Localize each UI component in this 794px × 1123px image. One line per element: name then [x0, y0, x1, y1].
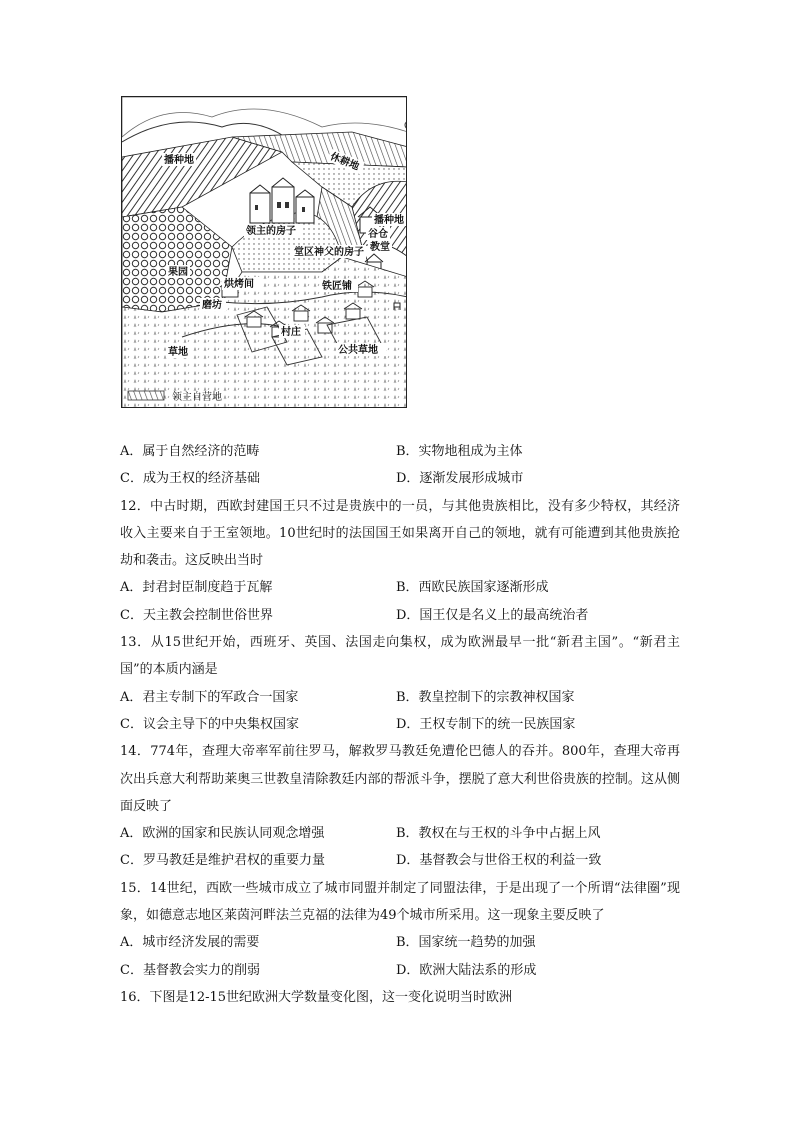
question-15: [120, 875, 680, 984]
legend-demesne: 领主自营地: [172, 392, 222, 403]
q13-option-c: C．议会主导下的中央集权国家: [120, 716, 299, 732]
q12-option-d: D．国王仅是名义上的最高统治者: [396, 607, 589, 623]
q12-option-b: B．西欧民族国家逐渐形成: [396, 580, 549, 596]
label-pasture: 草地: [168, 347, 188, 358]
q13-option-a: A．君主专制下的军政合一国家: [120, 689, 299, 705]
q14-option-c: C．罗马教廷是维护君权的重要力量: [120, 853, 325, 869]
q12-option-c: C．天主教会控制世俗世界: [120, 607, 273, 623]
label-sowing-left: 播种地: [164, 155, 194, 166]
question-11: [120, 438, 680, 493]
manor-map-graphic: [122, 97, 407, 408]
q12-option-a: A．封君封臣制度趋于瓦解: [120, 580, 273, 596]
question-14: [120, 738, 680, 874]
question-12: [120, 493, 680, 629]
q13-stem: 13．从15世纪开始，西班牙、英国、法国走向集权，成为欧洲最早一批“新君主国”。“新君主国”的本质内涵是: [120, 635, 680, 678]
manor-illustration: [121, 96, 407, 408]
q14-option-d: D．基督教会与世俗王权的利益一致: [396, 853, 602, 869]
label-oven: 烘烤间: [224, 279, 254, 290]
label-sowing-right: 播种地: [374, 215, 404, 226]
q14-option-a: A．欧洲的国家和民族认同观念增强: [120, 826, 325, 842]
q15-option-b: B．国家统一趋势的加强: [396, 935, 536, 951]
q15-option-d: D．欧洲大陆法系的形成: [396, 962, 537, 978]
label-orchard: 果园: [168, 267, 188, 278]
label-village: 村庄: [281, 327, 301, 338]
q11-option-b: B．实物地租成为主体: [396, 444, 523, 459]
label-common-pasture: 公共草地: [338, 345, 378, 356]
q15-option-c: C．基督教会实力的削弱: [120, 962, 260, 978]
q16-stem: 16．下图是12-15世纪欧洲大学数量变化图，这一变化说明当时欧洲: [120, 989, 513, 1005]
q13-option-d: D．王权专制下的统一民族国家: [396, 716, 576, 732]
q12-stem: 12．中古时期，西欧封建国王只不过是贵族中的一员，与其他贵族相比，没有多少特权，其经济收入主要来自于王室领地。10世纪时的法国国王如果离开自己的领地，就有可能遭到其他贵族抢劫和袭击。这反映出当时: [120, 498, 680, 569]
question-13: [120, 629, 680, 738]
question-16: [120, 984, 680, 1011]
label-fallow: 休耕地: [328, 151, 361, 173]
label-church: 教堂: [370, 242, 390, 253]
q13-option-b: B．教皇控制下的宗教神权国家: [396, 689, 575, 705]
label-mill: 磨坊: [202, 300, 222, 311]
label-granary: 谷仓: [368, 229, 388, 240]
q14-option-b: B．教权在与王权的斗争中占据上风: [396, 826, 601, 842]
label-priest-house: 堂区神父的房子: [294, 247, 364, 258]
q14-stem: 14．774年，查理大帝率军前往罗马，解救罗马教廷免遭伦巴德人的吞并。800年，查理大帝再次出兵意大利帮助莱奥三世教皇清除教廷内部的帮派斗争，摆脱了意大利世俗贵族的控制。这从侧面反映了: [120, 744, 680, 814]
label-lord-house: 领主的房子: [246, 226, 296, 237]
q15-stem: 15．14世纪，西欧一些城市成立了城市同盟并制定了同盟法律，于是出现了一个所谓“法律圈”现象，如德意志地区莱茵河畔法兰克福的法律为49个城市所采用。这一现象主要反映了: [120, 880, 680, 924]
q11-option-d: D．逐渐发展形成城市: [396, 471, 524, 487]
q15-option-a: A．城市经济发展的需要: [120, 935, 260, 951]
q11-option-c: C．成为王权的经济基础: [120, 471, 260, 487]
q11-option-a: A．属于自然经济的范畴: [120, 444, 260, 459]
question-content: [120, 438, 680, 1011]
label-blacksmith: 铁匠铺: [322, 281, 352, 292]
